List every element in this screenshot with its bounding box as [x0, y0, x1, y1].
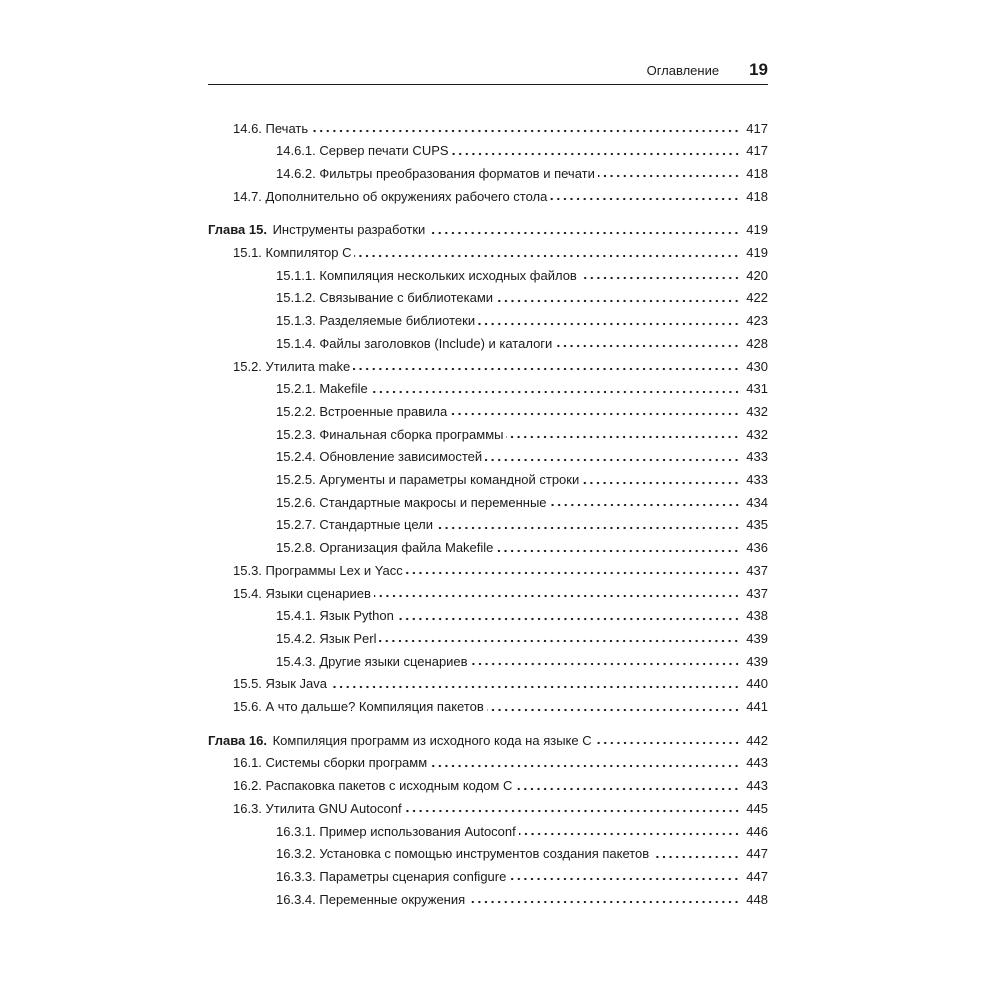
toc-entry-text: 16.3. Утилита GNU Autoconf [233, 800, 402, 816]
toc-entry-page-number: 437 [746, 562, 768, 578]
toc-entry-page-number: 434 [746, 494, 768, 510]
toc-entry-title [208, 222, 428, 237]
toc-dot-leader [496, 299, 740, 303]
toc-entry [276, 141, 768, 161]
toc-chapter-entry [208, 730, 768, 750]
toc-entry-title [276, 846, 652, 861]
toc-entry-page-number: 432 [746, 426, 768, 442]
toc-entry-title [276, 290, 496, 305]
toc-entry [233, 356, 768, 376]
toc-entry-title [233, 676, 330, 691]
toc-entry-page-number: 436 [746, 540, 768, 556]
toc-entry-title [276, 495, 550, 510]
toc-entry-text: 15.2.8. Организация файла Makefile [276, 540, 494, 556]
toc-dot-leader [580, 276, 740, 280]
toc-entry-page-number: 438 [746, 608, 768, 624]
toc-entry [276, 866, 768, 886]
toc-entry [233, 753, 768, 773]
toc-entry-title [276, 472, 582, 487]
toc-entry-text: 15.1.1. Компиляция нескольких исходных файлов [276, 267, 577, 283]
toc-entry [276, 470, 768, 490]
toc-dot-leader [354, 254, 740, 258]
toc-entry [233, 674, 768, 694]
toc-entry-text: 15.2.3. Финальная сборка программы [276, 426, 504, 442]
toc-dot-leader [652, 855, 740, 859]
toc-entry-page-number: 431 [746, 381, 768, 397]
toc-dot-leader [471, 662, 740, 666]
toc-entry [276, 889, 768, 909]
toc-dot-leader [582, 481, 740, 485]
toc-entry-text: 15.2.2. Встроенные правила [276, 403, 448, 419]
toc-entry-text: 16.3.3. Параметры сценария configure [276, 868, 507, 884]
toc-entry-title [276, 166, 598, 181]
toc-entry-page-number: 446 [746, 823, 768, 839]
toc-entry-page-number: 447 [746, 868, 768, 884]
toc-entry-text: 15.4.1. Язык Python [276, 608, 394, 624]
toc-entry [233, 186, 768, 206]
toc-entry-title [233, 699, 487, 714]
toc-dot-leader [487, 708, 740, 712]
toc-entry [233, 697, 768, 717]
toc-dot-leader [330, 685, 740, 689]
toc-entry [276, 515, 768, 535]
toc-entry-title [276, 268, 580, 283]
toc-entry-text: 14.6.1. Сервер печати CUPS [276, 143, 449, 159]
toc-entry [233, 776, 768, 796]
toc-entry-page-number: 417 [746, 143, 768, 159]
toc-entry-text: 15.4.2. Язык Perl [276, 630, 377, 646]
toc-entry-title [276, 336, 555, 351]
toc-entry-title [276, 654, 471, 669]
toc-dot-leader [430, 764, 740, 768]
toc-entry-title [233, 586, 374, 601]
toc-entry-text: 14.6.2. Фильтры преобразования форматов и печати [276, 165, 595, 181]
toc-entry-text: 15.3. Программы Lex и Yacc [233, 562, 403, 578]
toc-entry-title [276, 313, 478, 328]
toc-entry-title [276, 869, 509, 884]
toc-entry-page-number: 430 [746, 358, 768, 374]
toc-dot-leader [485, 458, 740, 462]
toc-entry-page-number: 435 [746, 517, 768, 533]
toc-entry-page-number: 440 [746, 676, 768, 692]
toc-entry-text: 15.5. Язык Java [233, 676, 327, 692]
toc-dot-leader [595, 741, 740, 745]
toc-entry-page-number: 439 [746, 653, 768, 669]
toc-entry-title [276, 608, 397, 623]
toc-entry-title [276, 427, 506, 442]
toc-entry [233, 583, 768, 603]
toc-dot-leader [450, 412, 740, 416]
toc-entry [276, 288, 768, 308]
toc-entry-text: 14.6. Печать [233, 120, 309, 136]
toc-entry-title [233, 245, 354, 260]
toc-entry-text: 16.2. Распаковка пакетов с исходным кодом С [233, 778, 513, 794]
toc-entry-page-number: 443 [746, 778, 768, 794]
toc-entry [276, 424, 768, 444]
toc-entry-text: 15.1.3. Разделяемые библиотеки [276, 313, 476, 329]
toc-entry [233, 118, 768, 138]
toc-chapter-label: Глава 15. [208, 222, 267, 238]
toc-entry-page-number: 441 [746, 699, 768, 714]
toc-dot-leader [397, 617, 740, 621]
toc-entry-title [233, 801, 405, 816]
toc-dot-leader [509, 877, 740, 881]
toc-dot-leader [436, 526, 740, 530]
toc-entry-text: 15.4. Языки сценариев [233, 585, 371, 601]
toc-dot-leader [555, 344, 740, 348]
toc-entry-title [233, 189, 550, 204]
toc-entry-text: 15.1.4. Файлы заголовков (Include) и каталоги [276, 335, 553, 351]
toc-entry-text: 16.3.4. Переменные окружения [276, 891, 466, 907]
toc-chapter-entry [208, 220, 768, 240]
toc-dot-leader [550, 503, 740, 507]
toc-entry [276, 628, 768, 648]
toc-entry-page-number: 439 [746, 630, 768, 646]
toc-entry-title [276, 892, 468, 907]
toc-entry [276, 821, 768, 841]
toc-entry-page-number: 422 [746, 290, 768, 306]
toc-entry-page-number: 447 [746, 846, 768, 862]
toc-dot-leader [452, 152, 740, 156]
toc-dot-leader [405, 809, 740, 813]
toc-entry [276, 606, 768, 626]
toc-entry [276, 844, 768, 864]
toc-entry-page-number: 445 [746, 800, 768, 816]
toc-entry [276, 163, 768, 183]
toc-entry-title [208, 733, 595, 748]
toc-dot-leader [468, 900, 740, 904]
toc-entry-page-number: 423 [746, 313, 768, 329]
toc-entry-page-number: 419 [746, 222, 768, 238]
toc-entry-title [276, 631, 379, 646]
toc-entry-text: 15.2.5. Аргументы и параметры командной строки [276, 472, 580, 487]
toc-entry-title [276, 540, 496, 555]
toc-entry-page-number: 437 [746, 585, 768, 601]
toc-dot-leader [374, 594, 740, 598]
toc-entry-title [276, 404, 450, 419]
toc-entry-text: 15.2.4. Обновление зависимостей [276, 449, 483, 465]
toc-dot-leader [353, 367, 740, 371]
page-number: 19 [749, 60, 768, 79]
toc-entry-text: 16.3.2. Установка с помощью инструментов создания пакетов [276, 846, 650, 862]
toc-entry-text: 15.2.6. Стандартные макросы и переменные [276, 494, 547, 510]
toc-entry-text: 15.2.1. Makefile [276, 381, 368, 397]
toc-dot-leader [506, 435, 740, 439]
toc-entry-title [233, 563, 406, 578]
toc-entry [276, 311, 768, 331]
toc-entry [276, 401, 768, 421]
toc-entry-page-number: 420 [746, 267, 768, 283]
toc-entry-title [276, 143, 452, 158]
toc-entry [276, 447, 768, 467]
toc-entry-text: 14.7. Дополнительно об окружениях рабочего стола [233, 188, 548, 204]
toc-entry-title [233, 359, 353, 374]
toc-dot-leader [428, 231, 740, 235]
toc-entry-text: 15.2. Утилита make [233, 358, 351, 374]
toc-entry-text: 15.1. Компилятор С [233, 245, 352, 260]
toc-dot-leader [478, 322, 740, 326]
toc-entry-page-number: 417 [746, 120, 768, 136]
toc-dot-leader [311, 129, 740, 133]
toc-entry-page-number: 442 [746, 732, 768, 748]
toc-entry-page-number: 433 [746, 472, 768, 487]
toc-dot-leader [496, 549, 740, 553]
toc-dot-leader [550, 197, 740, 201]
toc-entry-page-number: 448 [746, 891, 768, 907]
toc-entry [276, 492, 768, 512]
toc-entry-title [233, 755, 430, 770]
toc-entry-page-number: 419 [746, 245, 768, 260]
toc-entry-page-number: 433 [746, 449, 768, 465]
toc-entry [233, 243, 768, 263]
toc-entry-text: 15.2.7. Стандартные цели [276, 517, 433, 533]
running-head-section-title: Оглавление [646, 63, 720, 78]
toc-entry-text: 15.4.3. Другие языки сценариев [276, 653, 468, 669]
toc-entry-text: 16.3.1. Пример использования Autoconf [276, 823, 516, 839]
toc-entry-title [233, 778, 515, 793]
toc-entry-text: 15.1.2. Связывание с библиотеками [276, 290, 494, 306]
toc-dot-leader [515, 787, 740, 791]
toc-entry-text: Инструменты разработки [272, 222, 426, 238]
toc-entry-title [276, 517, 436, 532]
toc-entry-page-number: 428 [746, 335, 768, 351]
toc-entry [276, 333, 768, 353]
toc-entry [276, 538, 768, 558]
toc-entry-title [276, 824, 519, 839]
toc-entry [276, 651, 768, 671]
toc-entry [276, 379, 768, 399]
toc-entry-title [233, 121, 311, 136]
toc-entry [276, 265, 768, 285]
toc-entry-page-number: 418 [746, 165, 768, 181]
toc-dot-leader [519, 832, 740, 836]
toc-dot-leader [379, 639, 740, 643]
toc-entry-title [276, 449, 485, 464]
toc-entry [233, 798, 768, 818]
toc-entry-text: 15.6. А что дальше? Компиляция пакетов [233, 699, 484, 714]
toc-entry-text: Компиляция программ из исходного кода на языке С [272, 732, 592, 748]
toc-chapter-label: Глава 16. [208, 732, 267, 748]
toc-entry [233, 560, 768, 580]
toc-dot-leader [406, 571, 740, 575]
toc-entry-page-number: 443 [746, 755, 768, 771]
toc-entry-page-number: 418 [746, 188, 768, 204]
toc-entry-text: 16.1. Системы сборки программ [233, 755, 428, 771]
toc-dot-leader [371, 390, 740, 394]
toc-dot-leader [598, 174, 740, 178]
toc-entry-title [276, 381, 371, 396]
toc-entry-page-number: 432 [746, 403, 768, 419]
